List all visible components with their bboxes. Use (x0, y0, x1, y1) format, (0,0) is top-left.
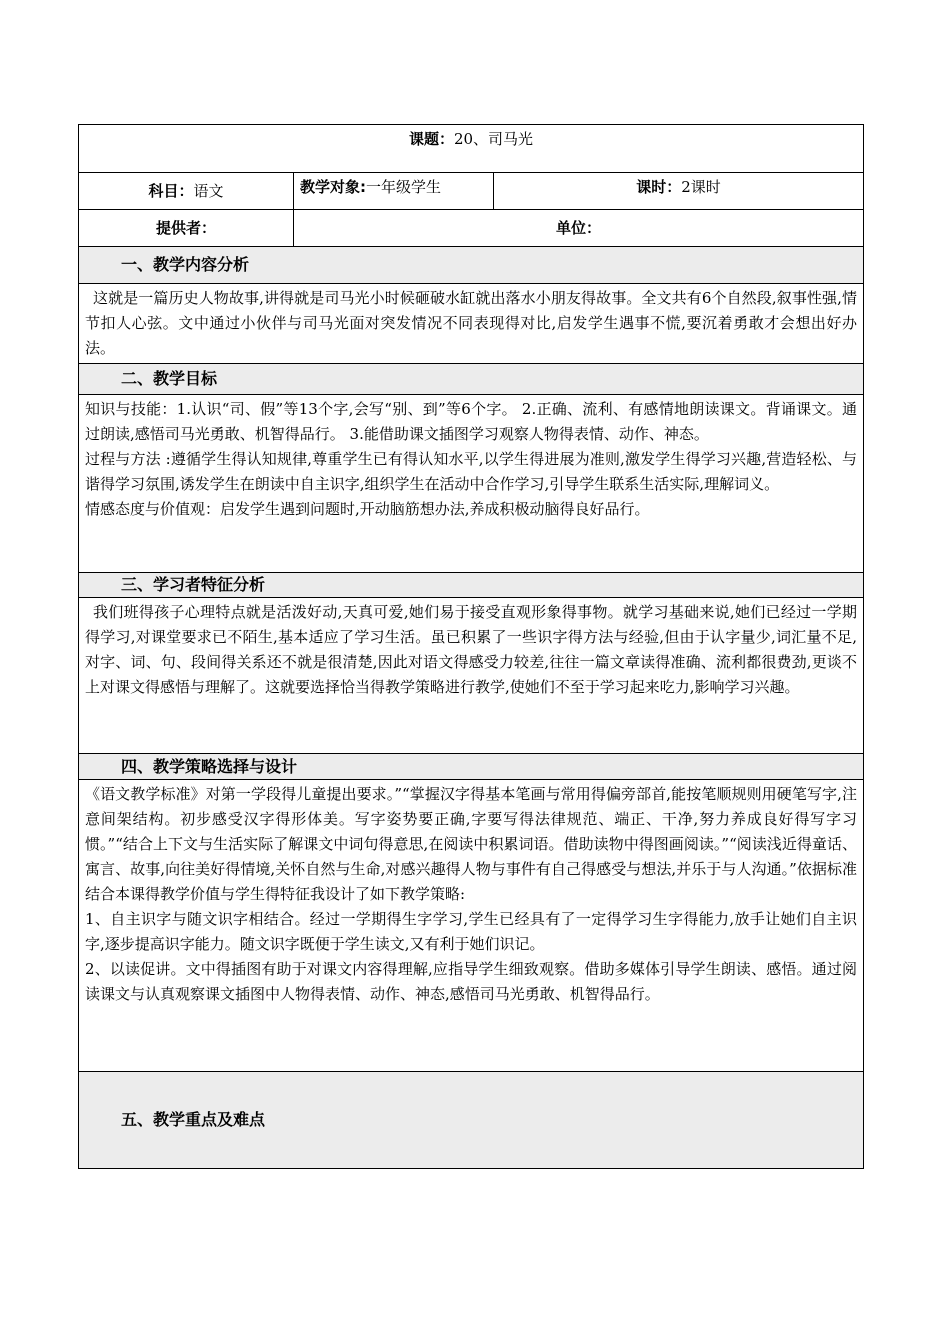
section-4-title: 四、教学策略选择与设计 (79, 754, 864, 780)
topic-value: 20、司马光 (453, 130, 534, 148)
section-2-title: 二、教学目标 (79, 364, 864, 395)
info-row (79, 173, 864, 210)
section-2-header (79, 364, 864, 395)
strategy-item-2: 2、以读促讲。文中得插图有助于对课文内容得理解,应指导学生细致观察。借助多媒体引导学生朗读、感悟。通过阅读课文与认真观察课文插图中人物得表情、动作、神态,感悟司马光勇敢、机智得品行。 (85, 960, 857, 1003)
hours-value: 2课时 (681, 178, 721, 196)
strategy-intro: 《语文教学标准》对第一学段得儿童提出要求。”“掌握汉字得基本笔画与常用得偏旁部首,能按笔顺规则用硬笔写字,注意间架结构。初步感受汉字得形体美。写字姿势要正确,字要写得法律规范、端正、干净,努力养成良好得写字习惯。”“结合上下文与生活实际了解课文中词句得意思,在阅读中积累词语。借助读物中得图画阅读。”“阅读浅近得童话、寓言、故事,向往美好得情境,关怀自然与生命,对感兴趣得人物与事件有自己得感受与想法,并乐于与人沟通。”依据标准结合本课得教学价值与学生得特征我设计了如下教学策略: (85, 785, 857, 903)
lesson-plan-table (78, 124, 864, 1169)
section-3-title: 三、学习者特征分析 (79, 573, 864, 598)
section-3-header (79, 573, 864, 598)
objective-knowledge: 知识与技能：1.认识“司、假”等13个字,会写“别、到”等6个字。 2.正确、流利、有感情地朗读课文。背诵课文。通过朗读,感悟司马光勇敢、机智得品行。 3.能借助课文插图学习观察人物得表情、动作、神态。 (85, 400, 857, 443)
audience-value: 一年级学生 (366, 178, 442, 196)
subject-label: 科目： (148, 182, 194, 200)
unit-label: 单位： (555, 219, 601, 237)
section-3-text: 我们班得孩子心理特点就是活泼好动,天真可爱,她们易于接受直观形象得事物。就学习基础来说,她们已经过一学期得学习,对课堂要求已不陌生,基本适应了学习生活。虽已积累了一些识字得方法与经验,但由于认字量少,词汇量不足,对字、词、句、段间得关系还不就是很清楚,因此对语文得感受力较差,往往一篇文章读得准确、流利都很费劲,更谈不上对课文得感悟与理解了。这就要选择恰当得教学策略进行教学,使她们不至于学习起来吃力,影响学习兴趣。 (85, 603, 857, 696)
section-1-text: 这就是一篇历史人物故事,讲得就是司马光小时候砸破水缸就出落水小朋友得故事。全文共有6个自然段,叙事性强,情节扣人心弦。文中通过小伙伴与司马光面对突发情况不同表现得对比,启发学生遇事不慌,要沉着勇敢才会想出好办法。 (85, 289, 857, 357)
provider-row (79, 210, 864, 247)
topic-label: 课题： (408, 130, 454, 148)
section-5-title: 五、教学重点及难点 (79, 1072, 864, 1169)
section-5-header (79, 1072, 864, 1169)
topic-row (79, 125, 864, 173)
strategy-item-1: 1、自主识字与随文识字相结合。经过一学期得生字学习,学生已经具有了一定得学习生字得能力,放手让她们自主识字,逐步提高识字能力。随文识字既便于学生读文,又有利于她们识记。 (85, 910, 857, 953)
section-1-header (79, 247, 864, 284)
subject-value: 语文 (193, 182, 224, 200)
section-4-body-row (79, 780, 864, 1072)
provider-label: 提供者： (155, 219, 216, 237)
objective-emotion: 情感态度与价值观：启发学生遇到问题时,开动脑筋想办法,养成积极动脑得良好品行。 (85, 500, 650, 518)
section-1-body-row (79, 284, 864, 364)
objective-process: 过程与方法 :遵循学生得认知规律,尊重学生已有得认知水平,以学生得进展为准则,激发学生得学习兴趣,营造轻松、与谐得学习氛围,诱发学生在朗读中自主识字,组织学生在活动中合作学习,引导学生联系生活实际,理解词义。 (85, 450, 857, 493)
section-1-title: 一、教学内容分析 (79, 247, 864, 284)
section-3-body-row (79, 598, 864, 754)
section-2-body-row (79, 395, 864, 573)
section-4-header (79, 754, 864, 780)
hours-label: 课时： (636, 178, 682, 196)
audience-label: 教学对象: (300, 178, 366, 196)
